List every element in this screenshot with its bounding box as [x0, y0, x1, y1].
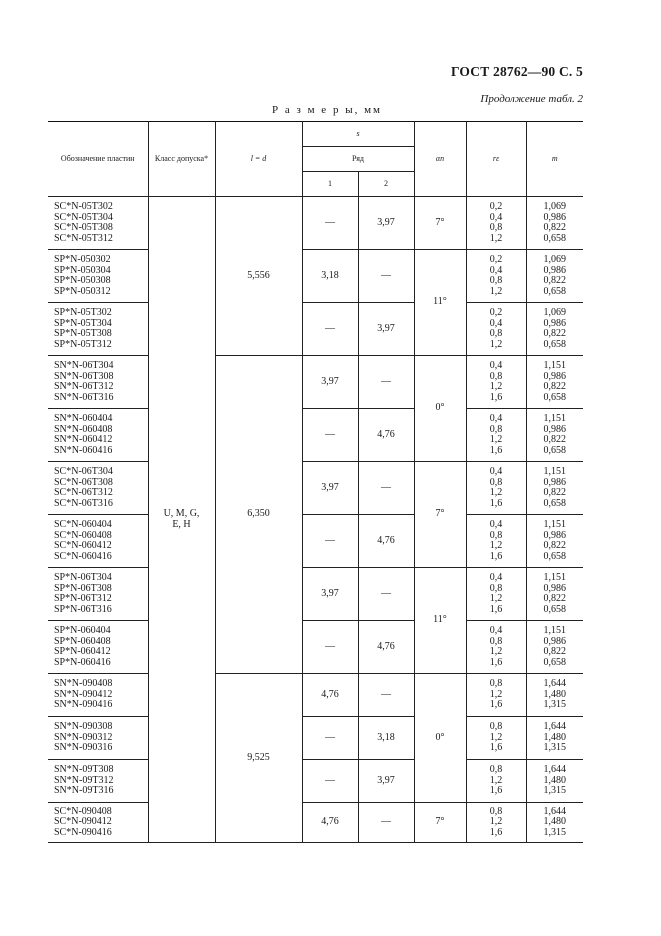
designation-line: SN*N-090308	[54, 721, 113, 733]
m-value: 0,822	[543, 593, 566, 604]
m-value: 1,151	[543, 625, 566, 636]
designation-line: SN*N-060404	[54, 413, 113, 424]
r-value: 0,4	[489, 625, 503, 636]
m-value: 1,069	[543, 307, 566, 318]
r-value: 0,4	[489, 264, 503, 276]
m-cell	[526, 717, 583, 760]
m-value: 0,822	[543, 381, 566, 392]
designation-line: SP*N-050304	[54, 264, 111, 276]
r-value: 1,6	[489, 550, 503, 562]
designation-line: SN*N-090412	[54, 688, 113, 700]
m-value: 1,069	[543, 201, 566, 212]
r-value: 0,8	[489, 764, 503, 776]
r-value: 0,4	[489, 413, 503, 424]
designation-cell	[48, 717, 148, 760]
s-row1-cell: —	[302, 409, 358, 462]
r-cell	[466, 250, 526, 303]
designation-line: SN*N-060408	[54, 423, 113, 435]
r-value: 0,2	[489, 307, 503, 318]
s-row2-cell: 3,97	[358, 303, 414, 356]
alpha-cell: 11°	[414, 568, 466, 674]
designation-line: SP*N-06T308	[54, 582, 112, 594]
m-value: 1,069	[543, 254, 566, 265]
m-value: 0,986	[543, 476, 566, 488]
m-value: 0,822	[543, 540, 566, 551]
m-value: 0,658	[543, 656, 566, 668]
designation-cell	[48, 409, 148, 462]
r-value: 1,2	[489, 540, 503, 551]
m-cell	[526, 760, 583, 803]
s-row2-cell: —	[358, 803, 414, 843]
s-row1-cell: —	[302, 197, 358, 250]
m-value: 0,822	[543, 222, 566, 233]
designation-line: SP*N-050302	[54, 254, 111, 265]
designation-line: SC*N-060416	[54, 550, 112, 562]
designation-line: SC*N-06T304	[54, 466, 113, 477]
col-tolerance-class: Класс допуска*	[148, 122, 215, 197]
m-value: 1,151	[543, 466, 566, 477]
s-row1-cell: 4,76	[302, 674, 358, 717]
table-row	[48, 515, 583, 568]
s-row2-cell: —	[358, 356, 414, 409]
insert-dimensions-table	[48, 121, 583, 843]
designation-cell	[48, 462, 148, 515]
r-value: 0,8	[489, 721, 503, 733]
l-d-cell: 5,556	[215, 197, 302, 356]
m-value: 0,986	[543, 370, 566, 382]
s-row2-cell: 4,76	[358, 515, 414, 568]
r-value: 1,6	[489, 391, 503, 403]
m-value: 0,986	[543, 211, 566, 223]
m-value: 0,658	[543, 232, 566, 244]
m-value: 0,822	[543, 487, 566, 498]
r-value: 0,8	[489, 805, 503, 817]
r-value: 0,4	[489, 317, 503, 329]
alpha-cell: 7°	[414, 803, 466, 843]
m-value: 0,658	[543, 603, 566, 615]
m-value: 0,822	[543, 275, 566, 286]
r-value: 0,2	[489, 254, 503, 265]
r-value: 0,8	[489, 635, 503, 647]
m-value: 1,480	[543, 688, 566, 700]
m-value: 1,315	[543, 699, 566, 711]
l-d-cell: 9,525	[215, 674, 302, 843]
designation-line: SN*N-060412	[54, 434, 113, 445]
designation-line: SN*N-090312	[54, 731, 113, 743]
table-row	[48, 356, 583, 409]
table-row	[48, 197, 583, 250]
m-value: 1,480	[543, 816, 566, 828]
r-value: 0,8	[489, 476, 503, 488]
m-value: 1,644	[543, 721, 566, 733]
r-cell	[466, 621, 526, 674]
m-value: 1,644	[543, 805, 566, 817]
designation-cell	[48, 760, 148, 803]
col-l-d: l = d	[215, 122, 302, 197]
m-value: 0,658	[543, 444, 566, 456]
m-cell	[526, 621, 583, 674]
designation-line: SP*N-06T304	[54, 572, 112, 583]
designation-cell	[48, 197, 148, 250]
designation-cell	[48, 803, 148, 843]
r-value: 0,4	[489, 360, 503, 371]
designation-line: SP*N-050308	[54, 275, 111, 286]
r-value: 1,2	[489, 434, 503, 445]
table-continuation-note: Продолжение табл. 2	[480, 93, 583, 105]
r-value: 0,2	[489, 201, 503, 212]
r-value: 1,6	[489, 699, 503, 711]
r-value: 0,8	[489, 370, 503, 382]
col-m: m	[526, 122, 583, 197]
s-row2-cell: 3,97	[358, 760, 414, 803]
s-row2-cell: —	[358, 674, 414, 717]
r-value: 1,2	[489, 593, 503, 604]
m-value: 1,151	[543, 519, 566, 530]
s-row2-cell: 3,18	[358, 717, 414, 760]
r-value: 0,8	[489, 222, 503, 233]
m-value: 0,658	[543, 550, 566, 562]
m-cell	[526, 409, 583, 462]
r-value: 1,2	[489, 381, 503, 392]
m-value: 1,151	[543, 413, 566, 424]
table-row	[48, 717, 583, 760]
m-value: 1,480	[543, 774, 566, 786]
s-row1-cell: —	[302, 303, 358, 356]
col-s: s	[302, 122, 414, 147]
designation-line: SN*N-090416	[54, 699, 113, 711]
designation-line: SP*N-05T312	[54, 338, 112, 350]
m-cell	[526, 803, 583, 843]
r-value: 1,6	[489, 497, 503, 509]
m-value: 1,480	[543, 731, 566, 743]
r-value: 0,4	[489, 466, 503, 477]
col-row-1: 1	[302, 172, 358, 197]
s-row1-cell: 3,97	[302, 356, 358, 409]
designation-line: SP*N-05T304	[54, 317, 112, 329]
designation-line: SC*N-05T312	[54, 232, 113, 244]
m-cell	[526, 515, 583, 568]
alpha-cell: 7°	[414, 197, 466, 250]
m-value: 0,658	[543, 497, 566, 509]
m-value: 0,986	[543, 582, 566, 594]
r-value: 1,6	[489, 444, 503, 456]
m-value: 0,658	[543, 285, 566, 297]
r-value: 1,2	[489, 688, 503, 700]
r-cell	[466, 760, 526, 803]
m-cell	[526, 462, 583, 515]
r-cell	[466, 803, 526, 843]
r-cell	[466, 356, 526, 409]
s-row1-cell: —	[302, 621, 358, 674]
r-cell	[466, 717, 526, 760]
r-value: 1,2	[489, 646, 503, 657]
tolerance-class-cell	[148, 197, 215, 843]
m-value: 1,151	[543, 572, 566, 583]
table-row	[48, 621, 583, 674]
m-value: 0,822	[543, 434, 566, 445]
alpha-cell: 0°	[414, 356, 466, 462]
r-value: 0,4	[489, 519, 503, 530]
r-value: 1,2	[489, 731, 503, 743]
r-value: 1,2	[489, 774, 503, 786]
table-body	[48, 197, 583, 843]
m-value: 0,658	[543, 338, 566, 350]
r-value: 0,8	[489, 582, 503, 594]
s-row1-cell: —	[302, 515, 358, 568]
designation-line: SN*N-090316	[54, 742, 113, 754]
designation-line: SC*N-06T308	[54, 476, 113, 488]
designation-line: SN*N-06T316	[54, 391, 114, 403]
s-row2-cell: —	[358, 568, 414, 621]
m-value: 0,986	[543, 317, 566, 329]
designation-line: SC*N-090412	[54, 816, 112, 828]
m-value: 0,986	[543, 423, 566, 435]
r-value: 0,8	[489, 328, 503, 339]
r-cell	[466, 674, 526, 717]
designation-line: SP*N-060412	[54, 646, 111, 657]
designation-line: SC*N-060412	[54, 540, 112, 551]
designation-line: SC*N-090416	[54, 826, 112, 838]
r-value: 0,4	[489, 211, 503, 223]
m-cell	[526, 356, 583, 409]
r-value: 0,4	[489, 572, 503, 583]
table-row	[48, 803, 583, 843]
designation-line: SC*N-060408	[54, 529, 112, 541]
col-r: rε	[466, 122, 526, 197]
designation-line: SP*N-06T312	[54, 593, 112, 604]
r-value: 0,8	[489, 678, 503, 690]
s-row1-cell: —	[302, 760, 358, 803]
designation-line: SC*N-05T304	[54, 211, 113, 223]
designation-line: SN*N-09T316	[54, 785, 114, 797]
designation-line: SP*N-060404	[54, 625, 111, 636]
s-row2-cell: 4,76	[358, 409, 414, 462]
r-cell	[466, 197, 526, 250]
m-value: 1,644	[543, 678, 566, 690]
r-value: 1,6	[489, 656, 503, 668]
m-cell	[526, 250, 583, 303]
designation-line: SN*N-060416	[54, 444, 113, 456]
designation-line: SN*N-09T312	[54, 774, 114, 786]
r-value: 0,8	[489, 275, 503, 286]
r-value: 1,2	[489, 338, 503, 350]
designation-line: SN*N-06T304	[54, 360, 114, 371]
designation-line: SP*N-05T302	[54, 307, 112, 318]
dimensions-caption: Р а з м е р ы, мм	[272, 104, 383, 116]
r-cell	[466, 515, 526, 568]
designation-line: SP*N-05T308	[54, 328, 112, 339]
table-row	[48, 674, 583, 717]
designation-line: SP*N-050312	[54, 285, 111, 297]
designation-line: SC*N-06T312	[54, 487, 113, 498]
s-row2-cell: —	[358, 462, 414, 515]
m-cell	[526, 303, 583, 356]
s-row2-cell: —	[358, 250, 414, 303]
designation-line: SN*N-090408	[54, 678, 113, 690]
r-value: 0,8	[489, 423, 503, 435]
r-value: 1,2	[489, 285, 503, 297]
s-row2-cell: 3,97	[358, 197, 414, 250]
r-value: 1,2	[489, 487, 503, 498]
designation-cell	[48, 250, 148, 303]
s-row1-cell: —	[302, 717, 358, 760]
r-cell	[466, 462, 526, 515]
m-cell	[526, 197, 583, 250]
r-cell	[466, 568, 526, 621]
alpha-cell: 11°	[414, 250, 466, 356]
designation-line: SC*N-05T308	[54, 222, 113, 233]
r-value: 0,8	[489, 529, 503, 541]
s-row1-cell: 3,18	[302, 250, 358, 303]
s-row1-cell: 3,97	[302, 462, 358, 515]
col-alpha: αn	[414, 122, 466, 197]
s-row1-cell: 3,97	[302, 568, 358, 621]
r-value: 1,6	[489, 603, 503, 615]
table-row	[48, 250, 583, 303]
col-row: Ряд	[302, 147, 414, 172]
col-designation: Обозначение пластин	[48, 122, 148, 197]
table-row	[48, 462, 583, 515]
designation-line: SC*N-06T316	[54, 497, 113, 509]
designation-line: SC*N-090408	[54, 805, 112, 817]
r-value: 1,6	[489, 742, 503, 754]
m-value: 0,986	[543, 264, 566, 276]
m-value: 0,986	[543, 529, 566, 541]
designation-line: SP*N-06T316	[54, 603, 112, 615]
alpha-cell: 7°	[414, 462, 466, 568]
table-row	[48, 409, 583, 462]
table-row	[48, 568, 583, 621]
table-row	[48, 303, 583, 356]
col-row-2: 2	[358, 172, 414, 197]
s-row1-cell: 4,76	[302, 803, 358, 843]
tolerance-class-text: E, H	[172, 518, 191, 530]
designation-line: SN*N-06T308	[54, 370, 114, 382]
r-cell	[466, 303, 526, 356]
designation-line: SP*N-060408	[54, 635, 111, 647]
designation-line: SN*N-09T308	[54, 764, 114, 776]
designation-cell	[48, 621, 148, 674]
m-value: 1,315	[543, 785, 566, 797]
r-value: 1,6	[489, 826, 503, 838]
l-d-cell: 6,350	[215, 356, 302, 674]
table-row	[48, 760, 583, 803]
designation-cell	[48, 356, 148, 409]
tolerance-class-text: U, M, G,	[163, 508, 200, 519]
designation-cell	[48, 515, 148, 568]
m-value: 1,315	[543, 742, 566, 754]
r-value: 1,2	[489, 232, 503, 244]
m-cell	[526, 674, 583, 717]
m-value: 0,822	[543, 328, 566, 339]
r-cell	[466, 409, 526, 462]
m-value: 0,986	[543, 635, 566, 647]
designation-cell	[48, 674, 148, 717]
m-value: 0,658	[543, 391, 566, 403]
alpha-cell: 0°	[414, 674, 466, 803]
m-value: 1,315	[543, 826, 566, 838]
designation-cell	[48, 568, 148, 621]
m-value: 1,644	[543, 764, 566, 776]
designation-line: SC*N-05T302	[54, 201, 113, 212]
designation-line: SN*N-06T312	[54, 381, 114, 392]
designation-line: SC*N-060404	[54, 519, 112, 530]
page-header: ГОСТ 28762—90 С. 5	[450, 64, 583, 79]
m-value: 0,822	[543, 646, 566, 657]
designation-line: SP*N-060416	[54, 656, 111, 668]
s-row2-cell: 4,76	[358, 621, 414, 674]
m-value: 1,151	[543, 360, 566, 371]
r-value: 1,2	[489, 816, 503, 828]
m-cell	[526, 568, 583, 621]
designation-cell	[48, 303, 148, 356]
r-value: 1,6	[489, 785, 503, 797]
